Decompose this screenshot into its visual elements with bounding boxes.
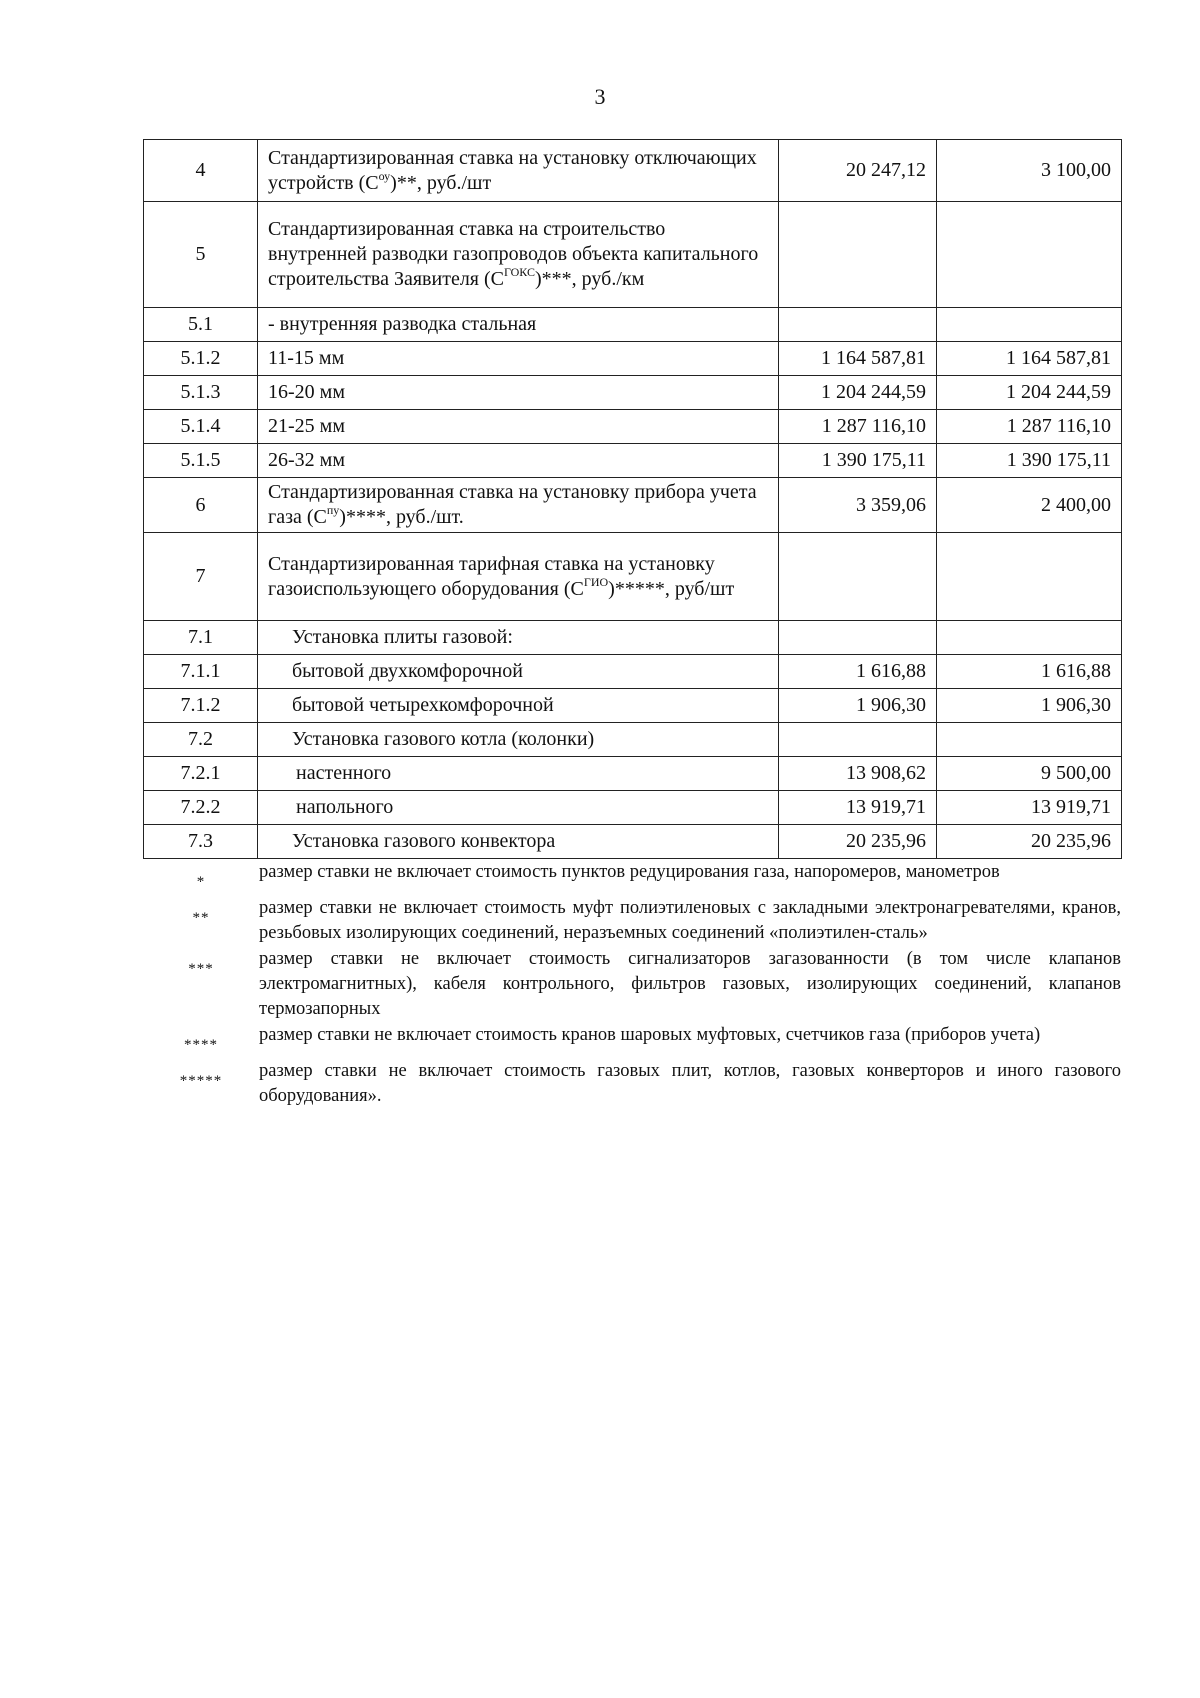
row-description bbox=[258, 723, 779, 757]
footnote bbox=[143, 896, 1121, 946]
rate-value-1: 1 287 116,10 bbox=[779, 410, 937, 444]
footnote-mark: **** bbox=[184, 1037, 218, 1053]
description-text: настенного bbox=[296, 762, 392, 784]
rate-value-1: 20 235,96 bbox=[779, 825, 937, 859]
row-number: 6 bbox=[144, 478, 258, 533]
table-row bbox=[144, 655, 1122, 689]
row-description bbox=[258, 689, 779, 723]
rate-value-2 bbox=[937, 533, 1122, 621]
row-description bbox=[258, 202, 779, 308]
table-row bbox=[144, 478, 1122, 533]
rate-value-1: 1 616,88 bbox=[779, 655, 937, 689]
rate-value-2: 20 235,96 bbox=[937, 825, 1122, 859]
row-number: 5.1.4 bbox=[144, 410, 258, 444]
description-text: Установка газового конвектора bbox=[292, 830, 556, 852]
table-row bbox=[144, 444, 1122, 478]
description-text: Установка плиты газовой: bbox=[292, 626, 513, 648]
table-row bbox=[144, 140, 1122, 202]
description-text: Стандартизированная ставка на строительство внутренней разводки газопроводов объекта капитального строительства Заявителя (С bbox=[268, 218, 759, 290]
rate-value-1 bbox=[779, 202, 937, 308]
footnote bbox=[143, 860, 1121, 895]
description-text: напольного bbox=[296, 796, 394, 818]
table-row bbox=[144, 202, 1122, 308]
row-number: 7.1 bbox=[144, 621, 258, 655]
row-number: 7 bbox=[144, 533, 258, 621]
row-description bbox=[258, 825, 779, 859]
table-row bbox=[144, 825, 1122, 859]
table-row bbox=[144, 791, 1122, 825]
footnote-mark: ***** bbox=[179, 1073, 223, 1089]
rates-table bbox=[143, 139, 1122, 859]
description-unit: )**, руб./шт bbox=[390, 171, 492, 194]
table-row bbox=[144, 342, 1122, 376]
footnote-text: размер ставки не включает стоимость кранов шаровых муфтовых, счетчиков газа (приборов учета) bbox=[259, 1025, 1041, 1045]
footnote-mark: *** bbox=[188, 961, 214, 977]
rate-value-2: 1 204 244,59 bbox=[937, 376, 1122, 410]
rate-value-1: 1 906,30 bbox=[779, 689, 937, 723]
rate-value-2: 1 287 116,10 bbox=[937, 410, 1122, 444]
rate-value-2 bbox=[937, 621, 1122, 655]
table-row bbox=[144, 689, 1122, 723]
row-description bbox=[258, 342, 779, 376]
row-number: 7.2 bbox=[144, 723, 258, 757]
rate-value-1: 13 919,71 bbox=[779, 791, 937, 825]
description-text: бытовой двухкомфорочной bbox=[292, 660, 523, 682]
rate-value-2 bbox=[937, 723, 1122, 757]
rate-value-2 bbox=[937, 308, 1122, 342]
description-text: Стандартизированная ставка на установку отключающих устройств (С bbox=[268, 146, 757, 194]
rate-symbol-superscript: пу bbox=[326, 503, 340, 518]
rate-value-2: 1 906,30 bbox=[937, 689, 1122, 723]
row-description bbox=[258, 655, 779, 689]
row-description bbox=[258, 621, 779, 655]
description-text: Установка газового котла (колонки) bbox=[292, 728, 595, 750]
row-description bbox=[258, 308, 779, 342]
footnote bbox=[143, 1059, 1121, 1109]
row-number: 5.1 bbox=[144, 308, 258, 342]
row-number: 5.1.2 bbox=[144, 342, 258, 376]
footnote-mark: * bbox=[196, 874, 206, 890]
footnote-text: размер ставки не включает стоимость газовых плит, котлов, газовых конверторов и иного газового оборудования». bbox=[259, 1061, 1121, 1106]
table-row bbox=[144, 723, 1122, 757]
rate-symbol-superscript: ГОКС bbox=[504, 265, 536, 280]
table-row bbox=[144, 410, 1122, 444]
rate-value-2: 13 919,71 bbox=[937, 791, 1122, 825]
description-unit: )***, руб./км bbox=[535, 268, 645, 290]
description-text: Стандартизированная ставка на установку прибора учета газа (С bbox=[268, 481, 757, 528]
rate-value-1 bbox=[779, 533, 937, 621]
rate-value-1 bbox=[779, 308, 937, 342]
rate-value-1: 1 164 587,81 bbox=[779, 342, 937, 376]
rate-value-1: 3 359,06 bbox=[779, 478, 937, 533]
row-number: 5.1.3 bbox=[144, 376, 258, 410]
rate-value-1 bbox=[779, 723, 937, 757]
description-text: Стандартизированная тарифная ставка на установку газоиспользующего оборудования (С bbox=[268, 552, 715, 600]
rate-value-1: 20 247,12 bbox=[779, 140, 937, 202]
footnote bbox=[143, 1023, 1121, 1058]
description-text: - внутренняя разводка стальная bbox=[268, 313, 537, 335]
description-text: 11-15 мм bbox=[268, 347, 345, 369]
row-number: 5.1.5 bbox=[144, 444, 258, 478]
table-row bbox=[144, 621, 1122, 655]
description-unit: )*****, руб/шт bbox=[608, 577, 735, 600]
description-text: 21-25 мм bbox=[268, 415, 345, 437]
row-description bbox=[258, 757, 779, 791]
rate-symbol-superscript: ГИО bbox=[583, 574, 609, 589]
table-row bbox=[144, 757, 1122, 791]
row-description bbox=[258, 533, 779, 621]
row-number: 7.3 bbox=[144, 825, 258, 859]
rate-value-1: 1 204 244,59 bbox=[779, 376, 937, 410]
table-row bbox=[144, 533, 1122, 621]
rate-value-2: 2 400,00 bbox=[937, 478, 1122, 533]
row-description bbox=[258, 478, 779, 533]
row-description bbox=[258, 791, 779, 825]
footnote bbox=[143, 947, 1121, 1022]
description-text: 26-32 мм bbox=[268, 449, 345, 471]
table-row bbox=[144, 308, 1122, 342]
row-number: 5 bbox=[144, 202, 258, 308]
description-unit: )****, руб./шт. bbox=[339, 506, 464, 528]
row-description bbox=[258, 444, 779, 478]
rate-value-2: 9 500,00 bbox=[937, 757, 1122, 791]
page-number: 3 bbox=[594, 84, 606, 109]
row-number: 7.2.1 bbox=[144, 757, 258, 791]
rate-value-2: 1 390 175,11 bbox=[937, 444, 1122, 478]
table-row bbox=[144, 376, 1122, 410]
rate-value-1: 1 390 175,11 bbox=[779, 444, 937, 478]
rate-value-2: 1 616,88 bbox=[937, 655, 1122, 689]
row-number: 7.1.2 bbox=[144, 689, 258, 723]
row-description bbox=[258, 410, 779, 444]
footnote-mark: ** bbox=[192, 910, 210, 926]
footnote-text: размер ставки не включает стоимость сигнализаторов загазованности (в том числе клапанов электромагнитных), кабеля контрольного, фильтров газовых, изолирующих соединений, клапанов термозапорных bbox=[259, 949, 1121, 1019]
row-number: 7.1.1 bbox=[144, 655, 258, 689]
footnote-text: размер ставки не включает стоимость пунктов редуцирования газа, напоромеров, манометров bbox=[259, 862, 1000, 882]
description-text: 16-20 мм bbox=[268, 381, 345, 403]
footnote-text: размер ставки не включает стоимость муфт полиэтиленовых с закладными электронагревателями, кранов, резьбовых изолирующих соединений, неразъемных соединений «полиэтилен-сталь» bbox=[259, 898, 1121, 943]
rate-value-2 bbox=[937, 202, 1122, 308]
row-number: 4 bbox=[144, 140, 258, 202]
row-number: 7.2.2 bbox=[144, 791, 258, 825]
rate-value-1: 13 908,62 bbox=[779, 757, 937, 791]
row-description bbox=[258, 376, 779, 410]
rate-value-1 bbox=[779, 621, 937, 655]
description-text: бытовой четырехкомфорочной bbox=[292, 694, 554, 716]
row-description bbox=[258, 140, 779, 202]
rate-value-2: 3 100,00 bbox=[937, 140, 1122, 202]
footnotes bbox=[143, 860, 1121, 1110]
rate-symbol-superscript: оу bbox=[378, 168, 391, 183]
rate-value-2: 1 164 587,81 bbox=[937, 342, 1122, 376]
